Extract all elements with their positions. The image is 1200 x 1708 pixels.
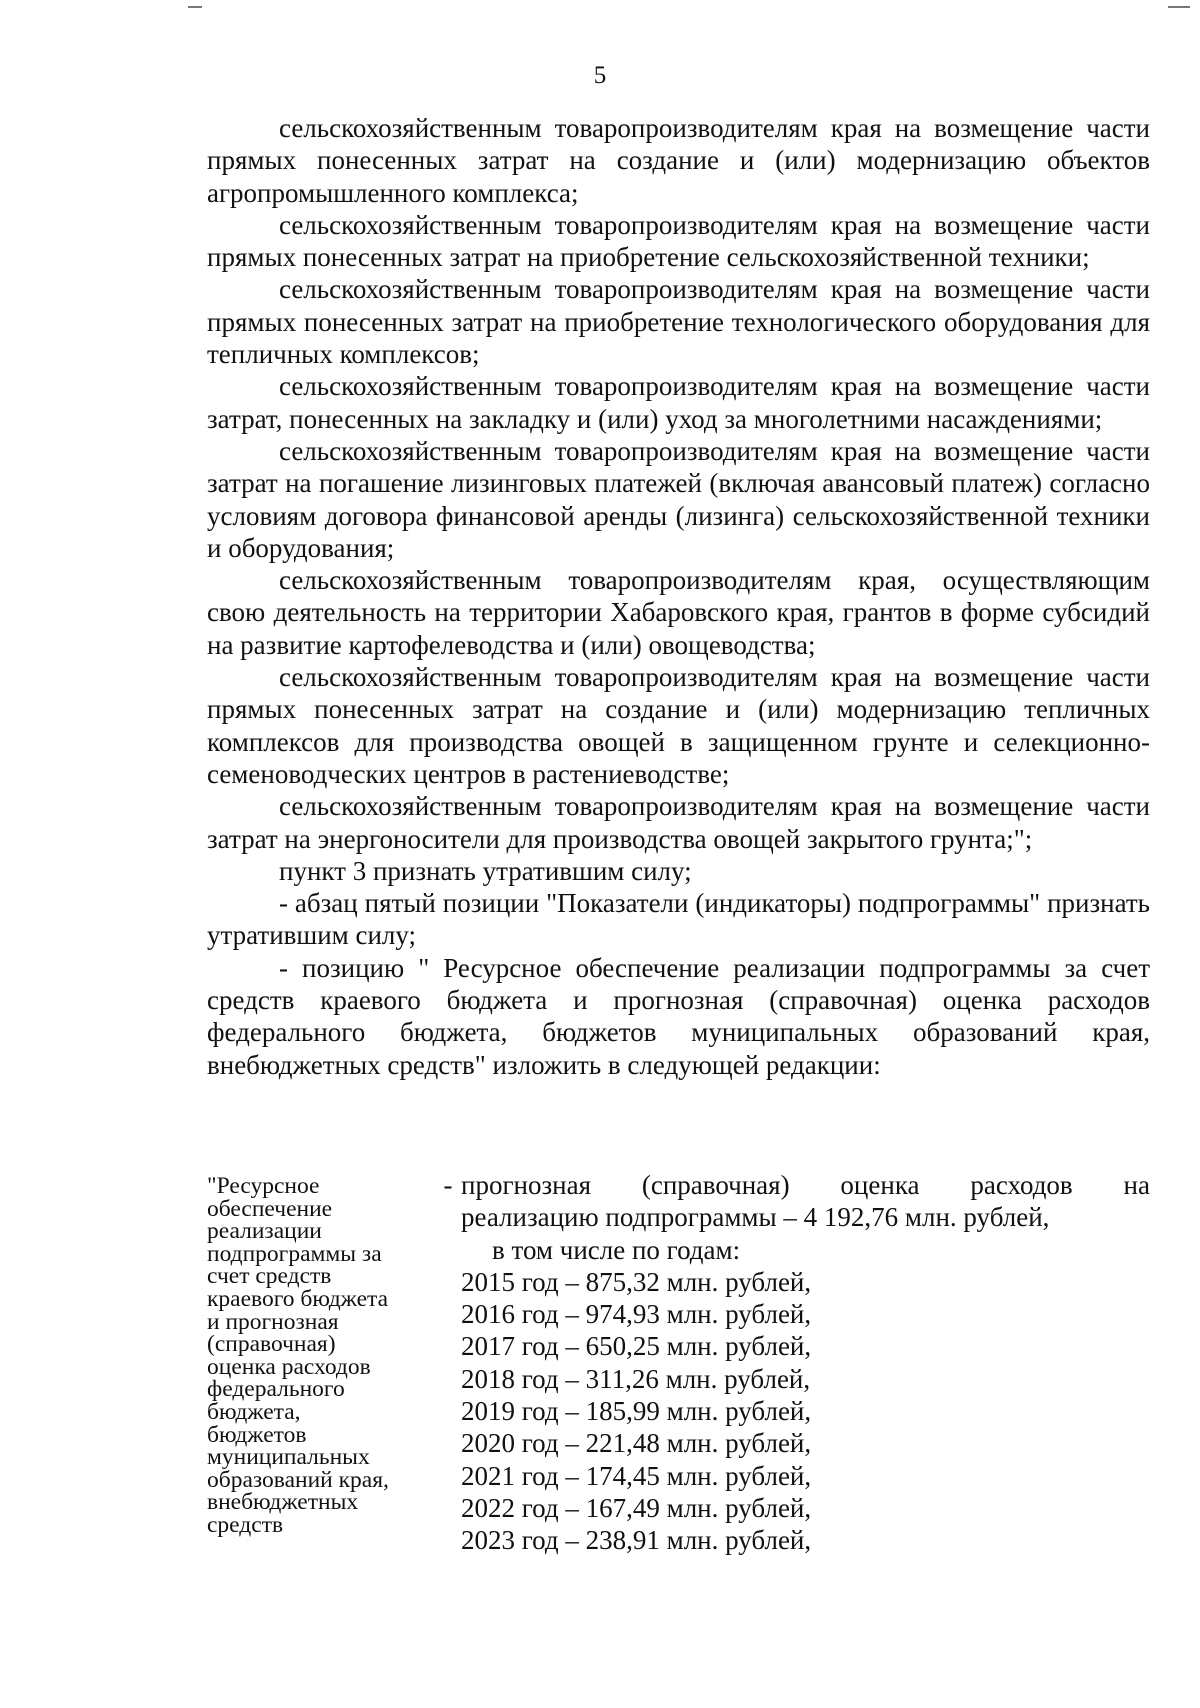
paragraph: сельскохозяйственным товаропроизводителям края на возмещение части прямых понесенных затрат на приобретение сельскохозяйственной техники;: [207, 209, 1150, 273]
page-number: 5: [593, 62, 607, 89]
paragraph: - абзац пятый позиции "Показатели (индикаторы) подпрограммы" признать утратившим силу;: [207, 888, 1150, 951]
label-line: оценка расходов: [207, 1353, 371, 1380]
year-amount-row: 2020 год – 221,48 млн. рублей,: [461, 1428, 812, 1459]
resource-dash: -: [443, 1170, 453, 1200]
label-line: счет средств: [207, 1263, 332, 1290]
year-amount-row: 2021 год – 174,45 млн. рублей,: [461, 1460, 812, 1491]
label-line: муниципальных: [207, 1444, 370, 1471]
paragraph: сельскохозяйственным товаропроизводителям края на возмещение части прямых понесенных затрат на создание и (или) модернизацию тепличных комплексов для производства овощей в защищенном грунте и селекционно-семеноводческих центров в растениеводстве;: [207, 662, 1150, 789]
paragraph: сельскохозяйственным товаропроизводителям края на возмещение части прямых понесенных затрат на создание и (или) модернизацию объектов агропромышленного комплекса;: [207, 113, 1150, 208]
paragraph: - позицию " Ресурсное обеспечение реализации подпрограммы за счет средств краевого бюджета и прогнозная (справочная) оценка расходов федерального бюджета, бюджетов муниципальных образований края, внебюджетных средств" изложить в следующей редакции:: [207, 952, 1150, 1080]
label-line: реализации: [207, 1218, 322, 1245]
forecast-total-line: реализацию подпрограммы – 4 192,76 млн. рублей,: [461, 1202, 1050, 1233]
year-amount-row: 2017 год – 650,25 млн. рублей,: [461, 1331, 812, 1362]
label-line: "Ресурсное: [207, 1173, 320, 1199]
paragraph: пункт 3 признать утратившим силу;: [279, 855, 692, 886]
paragraph: сельскохозяйственным товаропроизводителям края, осуществляющим свою деятельность на территории Хабаровского края, грантов в форме субсидий на развитие картофелеводства и (или) овощеводства;: [207, 565, 1150, 660]
paragraph: сельскохозяйственным товаропроизводителям края на возмещение части прямых понесенных затрат на приобретение технологического оборудования для тепличных комплексов;: [207, 274, 1150, 370]
label-line: краевого бюджета: [207, 1285, 389, 1312]
year-amount-row: 2019 год – 185,99 млн. рублей,: [461, 1396, 812, 1427]
label-line: федерального: [207, 1376, 345, 1403]
forecast-intro-line: прогнозная (справочная) оценка расходов на: [461, 1170, 1150, 1200]
document-body: [207, 112, 1150, 1081]
label-line: и прогнозная: [207, 1308, 339, 1335]
label-line: образований края,: [207, 1466, 389, 1493]
label-line: бюджетов: [207, 1421, 307, 1448]
label-line: бюджета,: [207, 1398, 301, 1425]
scan-artifact-top-right: [1168, 6, 1190, 8]
paragraph: сельскохозяйственным товаропроизводителям края на возмещение части затрат, понесенных на закладку и (или) уход за многолетними насаждениями;: [207, 371, 1150, 434]
label-line: (справочная): [207, 1331, 336, 1358]
label-line: подпрограммы за: [207, 1240, 382, 1267]
resource-label: [207, 1169, 435, 1557]
label-line: средств: [207, 1511, 284, 1538]
paragraph: сельскохозяйственным товаропроизводителям края на возмещение части затрат на погашение лизинговых платежей (включая авансовый платеж) согласно условиям договора финансовой аренды (лизинга) сельскохозяйственной техники и оборудования;: [207, 435, 1150, 563]
scan-artifact-top-left: [188, 6, 202, 8]
label-line: внебюджетных: [207, 1489, 359, 1516]
paragraph: сельскохозяйственным товаропроизводителям края на возмещение части затрат на энергоносители для производства овощей закрытого грунта;";: [207, 791, 1150, 854]
by-years-heading: в том числе по годам:: [492, 1234, 741, 1265]
label-line: обеспечение: [207, 1195, 333, 1222]
resource-provision-block: [207, 1169, 1150, 1557]
year-amount-row: 2015 год – 875,32 млн. рублей,: [461, 1266, 812, 1297]
year-amount-row: 2022 год – 167,49 млн. рублей,: [461, 1492, 812, 1523]
resource-content: [461, 1169, 1150, 1557]
year-amount-row: 2018 год – 311,26 млн. рублей,: [461, 1363, 811, 1394]
year-amount-row: 2023 год – 238,91 млн. рублей,: [461, 1525, 812, 1556]
year-amount-row: 2016 год – 974,93 млн. рублей,: [461, 1299, 812, 1330]
